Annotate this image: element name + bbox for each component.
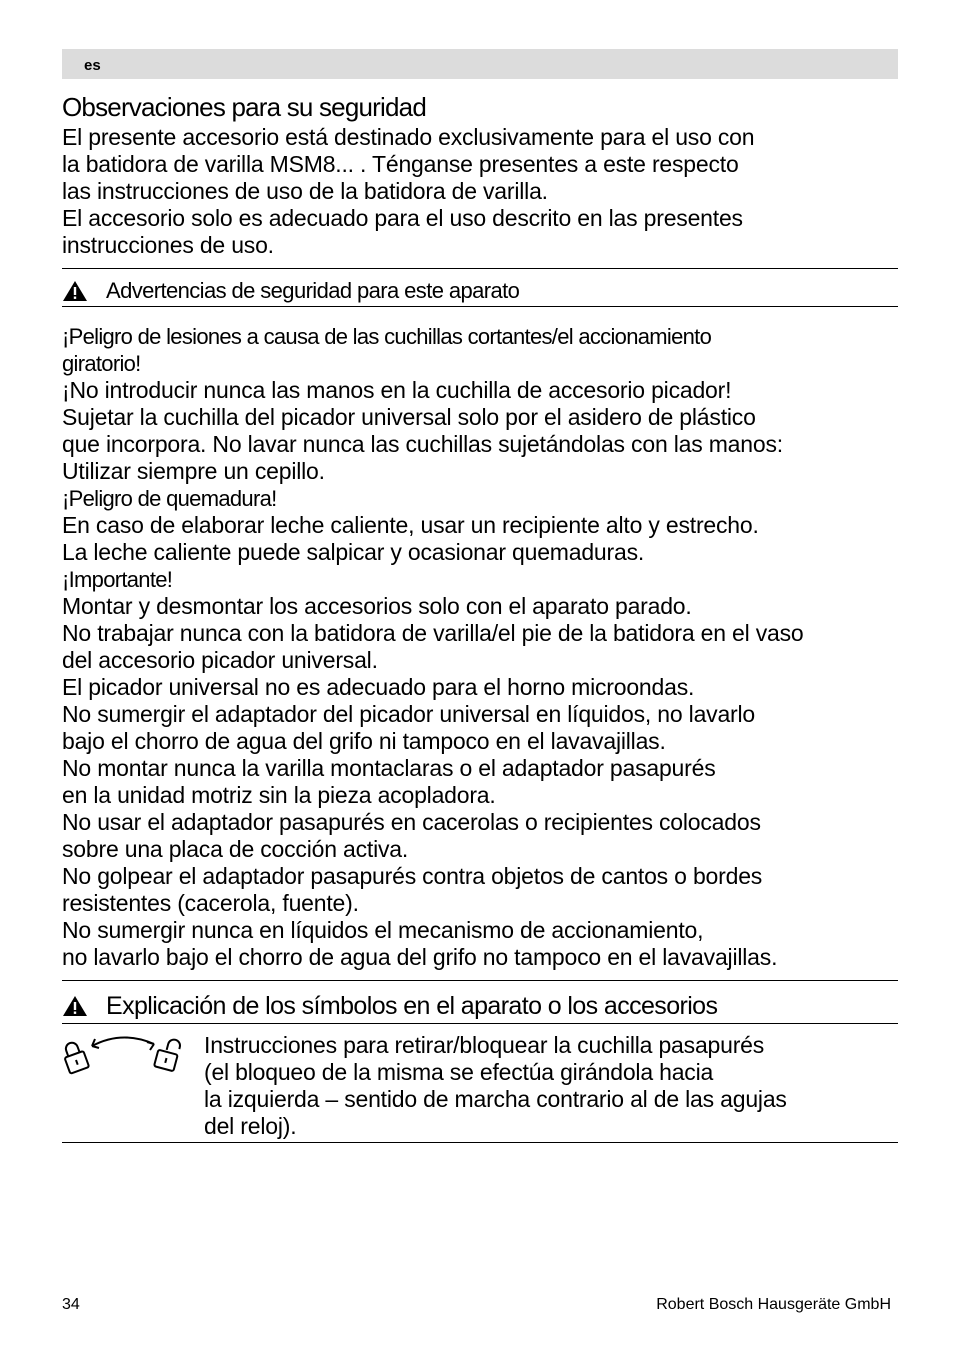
symbol-description (204, 1032, 898, 1140)
text-line: ¡Importante! (62, 567, 173, 592)
text-line: La leche caliente puede salpicar y ocasionar quemaduras. (62, 539, 645, 565)
text-line: giratorio! (62, 351, 141, 376)
important-title (62, 566, 898, 593)
page-content (62, 90, 898, 1143)
burn-warning-title (62, 485, 898, 512)
text-line: En caso de elaborar leche caliente, usar un recipiente alto y estrecho. (62, 512, 759, 538)
text-line: El accesorio solo es adecuado para el uso descrito en las presentes (62, 205, 743, 231)
symbols-heading-text: Explicación de los símbolos en el aparato o los accesorios (106, 992, 718, 1020)
warnings-heading-text: Advertencias de seguridad para este aparato (106, 278, 520, 303)
text-line: ¡No introducir nunca las manos en la cuchilla de accesorio picador! (62, 377, 732, 403)
text-line: El presente accesorio está destinado exclusivamente para el uso con (62, 124, 755, 150)
text-line: No sumergir nunca en líquidos el mecanismo de accionamiento, (62, 917, 704, 943)
text-line: (el bloqueo de la misma se efectúa girándola hacia (204, 1059, 714, 1085)
warning-triangle-icon (62, 995, 88, 1017)
symbols-heading (62, 980, 898, 1024)
warning-triangle-icon (62, 280, 88, 302)
text-line: Sujetar la cuchilla del picador universal solo por el asidero de plástico (62, 404, 756, 430)
language-code: es (84, 57, 101, 74)
text-line: no lavarlo bajo el chorro de agua del grifo no tampoco en el lavavajillas. (62, 944, 778, 970)
text-line: ¡Peligro de quemadura! (62, 486, 277, 511)
language-bar (62, 49, 898, 79)
text-line: bajo el chorro de agua del grifo ni tampoco en el lavavajillas. (62, 728, 666, 754)
text-line: del accesorio picador universal. (62, 647, 378, 673)
symbol-row-lock (62, 1024, 898, 1143)
burn-warning-body (62, 512, 898, 566)
text-line: que incorpora. No lavar nunca las cuchillas sujetándolas con las manos: (62, 431, 783, 457)
text-line: No usar el adaptador pasapurés en cacerolas o recipientes colocados (62, 809, 761, 835)
text-line: No trabajar nunca con la batidora de varilla/el pie de la batidora en el vaso (62, 620, 804, 646)
text-line: El picador universal no es adecuado para el horno microondas. (62, 674, 695, 700)
text-line: las instrucciones de uso de la batidora de varilla. (62, 178, 548, 204)
warnings-heading (62, 268, 898, 307)
section-title-safety: Observaciones para su seguridad (62, 92, 426, 122)
text-line: Instrucciones para retirar/bloquear la cuchilla pasapurés (204, 1032, 765, 1058)
text-line: ¡Peligro de lesiones a causa de las cuchillas cortantes/el accionamiento (62, 324, 712, 349)
text-line: la batidora de varilla MSM8... . Ténganse presentes a este respecto (62, 151, 739, 177)
text-line: resistentes (cacerola, fuente). (62, 890, 359, 916)
text-line: del reloj). (204, 1113, 297, 1139)
text-line: No montar nunca la varilla montaclaras o el adaptador pasapurés (62, 755, 716, 781)
text-line: No sumergir el adaptador del picador universal en líquidos, no lavarlo (62, 701, 756, 727)
important-body (62, 593, 898, 971)
text-line: instrucciones de uso. (62, 232, 274, 258)
page-number: 34 (62, 1296, 80, 1313)
symbol-cell (62, 1032, 204, 1140)
text-line: en la unidad motriz sin la pieza acopladora. (62, 782, 496, 808)
injury-warning-title (62, 323, 898, 377)
company-name: Robert Bosch Hausgeräte GmbH (656, 1296, 891, 1313)
text-line: No golpear el adaptador pasapurés contra objetos de cantos o bordes (62, 863, 763, 889)
text-line: sobre una placa de cocción activa. (62, 836, 409, 862)
lock-unlock-arrow-icon (62, 1032, 182, 1076)
safety-intro (62, 124, 898, 259)
text-line: la izquierda – sentido de marcha contrario al de las agujas (204, 1086, 787, 1112)
text-line: Utilizar siempre un cepillo. (62, 458, 325, 484)
text-line: Montar y desmontar los accesorios solo con el aparato parado. (62, 593, 692, 619)
injury-warning-body (62, 377, 898, 485)
